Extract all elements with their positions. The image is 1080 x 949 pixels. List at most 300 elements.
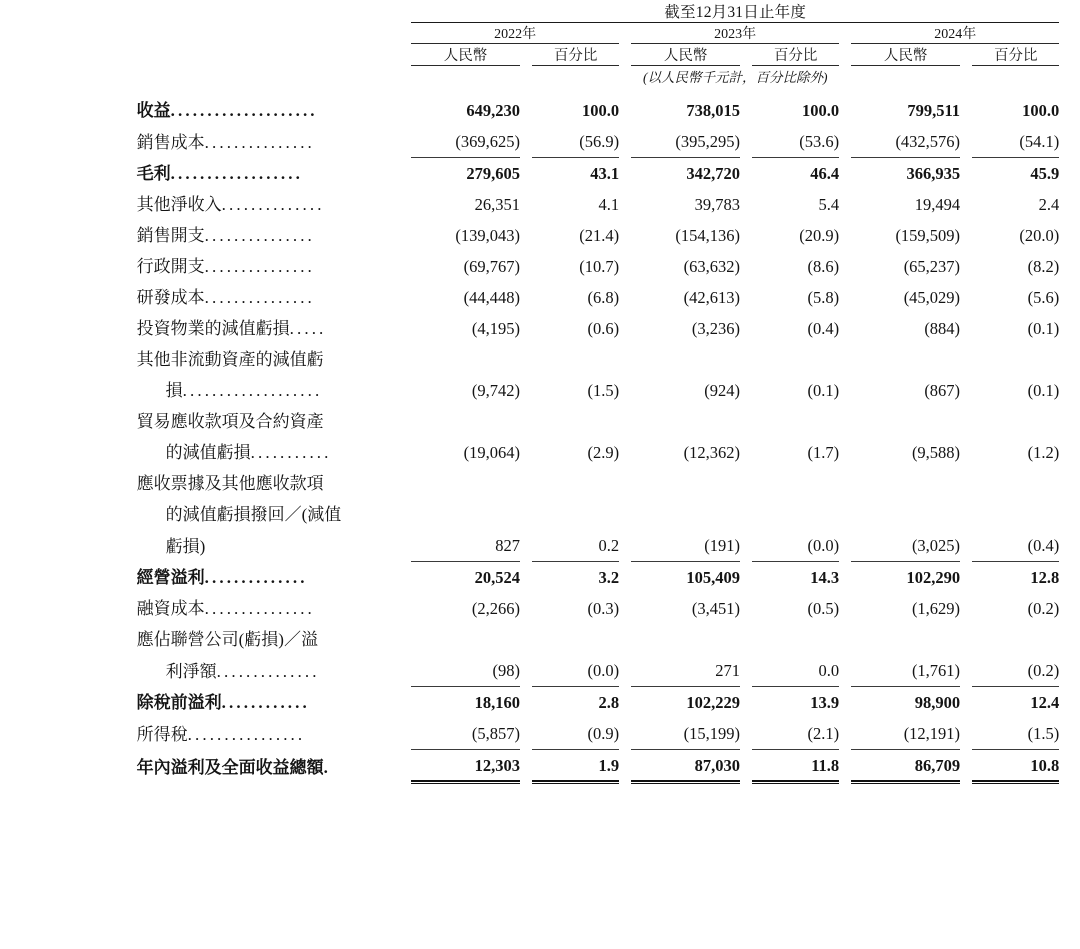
leader-dots: ............... [204,599,315,618]
cell-cos-2024-pct: (54.1) [972,126,1059,158]
cell-revenue-2024-pct: 100.0 [1022,101,1060,120]
cell-gap [960,687,972,719]
cell-oni-2022-pct: 4.1 [598,195,620,214]
cell-pbt-2022-pct: 2.8 [598,693,620,712]
leader-dots: .................... [170,101,318,120]
cell-gap [740,251,752,282]
table-row [0,437,1080,468]
cell-gap [960,313,972,344]
cell-ipi-2023-pct: (0.4) [807,319,840,338]
cell-rnd-2022-rmb: (44,448) [463,288,520,307]
cell-gap [839,437,851,468]
cell-op-2024-rmb: 102,290 [906,568,961,587]
cell-gp-2022-pct: 43.1 [590,164,620,183]
cell-gap [520,95,532,126]
cell-gap [520,655,532,687]
cell-cos-2023-rmb: (395,295) [631,126,740,158]
cell-gap [960,126,972,158]
cell-cos-2022-rmb: (369,625) [411,126,520,158]
row-label-text: 損 [165,381,183,400]
cell-gap [520,750,532,783]
cell-onci-2024-pct: (0.1) [1027,381,1060,400]
blank-label [137,23,412,44]
cell-se-2024-rmb: (159,509) [895,226,961,245]
cell-gap [520,718,532,750]
table-row [0,313,1080,344]
cell-gap [740,718,752,750]
sub-gap-1 [520,44,532,66]
cell-onci-2023-rmb: (924) [704,381,741,400]
leader-dots: .............. [204,568,308,587]
cell-gap [619,437,631,468]
row-pad [0,313,137,344]
table-row-wrap-line [0,406,1080,437]
row-label-income-tax [137,718,412,750]
blank-values [411,624,1059,655]
cell-se-2023-pct: (20.9) [799,226,840,245]
cell-onci-2022-rmb: (9,742) [471,381,520,400]
row-label-admin-expenses [137,251,412,282]
cell-soa-2024-pct: (0.2) [972,655,1059,687]
cell-gap [839,95,851,126]
cell-ipi-2023-rmb: (3,236) [691,319,741,338]
row-tail [1059,251,1080,282]
cell-gp-2022-rmb: 279,605 [466,164,520,183]
row-label-text: 銷售成本 [136,132,205,152]
cell-fc-2024-rmb: (1,629) [911,599,961,618]
cell-gap [740,687,752,719]
table-row [0,530,1080,562]
row-label-notes-receivable-line2: 的減值虧損撥回／(減值 [165,505,342,524]
cell-gap [619,750,631,783]
table-row [0,718,1080,750]
cell-tri-2022-rmb: (19,064) [463,443,520,462]
cell-gap [619,718,631,750]
cell-soa-2023-rmb: 271 [631,655,740,687]
cell-op-2022-pct: 3.2 [598,568,620,587]
cell-rnd-2024-pct: (5.6) [1027,288,1060,307]
cell-gap [520,437,532,468]
row-tail [1059,437,1080,468]
cell-gap [619,313,631,344]
cell-gap [839,655,851,687]
row-label-revenue [137,95,412,126]
row-tail [1059,562,1080,594]
row-tail [1059,95,1080,126]
cell-gap [960,437,972,468]
cell-gap [520,220,532,251]
cell-fc-2023-pct: (0.5) [807,599,840,618]
cell-tax-2023-rmb: (15,199) [631,718,740,750]
row-label-text: 年內溢利及全面收益總額 [136,757,324,777]
cell-nri-2024-rmb: (3,025) [851,530,960,562]
cell-gap [960,189,972,220]
cell-gap [960,562,972,594]
row-label-other-net-income [137,189,412,220]
cell-oni-2023-pct: 5.4 [818,195,840,214]
cell-gap [960,158,972,190]
cell-gap [740,593,752,624]
row-tail [1059,593,1080,624]
row-pad [0,406,137,437]
cell-gap [839,282,851,313]
leader-dots: . [323,757,331,777]
row-label-text: 其他淨收入 [136,195,222,214]
cell-gap [520,251,532,282]
row-label-trade-receivable-impairment-line2 [137,437,412,468]
cell-gap [619,220,631,251]
row-label-cost-of-sales [137,126,412,158]
blank-values [411,468,1059,499]
row-pad [0,375,137,406]
cell-total-2023-pct: 11.8 [752,750,839,783]
blank-values [411,499,1059,530]
row-pad [0,126,137,158]
row-tail [1059,499,1080,530]
cell-nri-2023-pct: (0.0) [752,530,839,562]
cell-gp-2024-pct: 45.9 [1030,164,1060,183]
leader-dots: ................ [187,724,306,744]
cell-gap [839,313,851,344]
cell-tri-2024-pct: (1.2) [1027,443,1060,462]
spacer-cell [0,86,1080,95]
cell-gap [740,220,752,251]
sub-gap-4 [839,44,851,66]
row-label-text: 研發成本 [136,288,205,307]
cell-gap [839,189,851,220]
row-label-text: 經營溢利 [136,568,205,587]
row-pad [0,750,137,783]
header-spacer [0,86,1080,95]
cell-ae-2024-pct: (8.2) [1027,257,1060,276]
cell-ae-2022-pct: (10.7) [579,257,620,276]
cell-total-2024-rmb: 86,709 [851,750,960,783]
cell-op-2024-pct: 12.8 [1030,568,1060,587]
cell-gap [740,437,752,468]
cell-gap [619,95,631,126]
cell-gap [839,750,851,783]
table-row-wrap-line [0,499,1080,530]
cell-gap [520,687,532,719]
cell-ipi-2024-pct: (0.1) [1027,319,1060,338]
blank-values [411,406,1059,437]
cell-total-2022-pct: 1.9 [532,750,619,783]
cell-soa-2024-rmb: (1,761) [851,655,960,687]
blank-pad [0,23,137,44]
cell-revenue-2022-rmb: 649,230 [466,101,520,120]
cell-fc-2023-rmb: (3,451) [691,599,741,618]
table-row [0,220,1080,251]
cell-revenue-2023-rmb: 738,015 [686,101,741,120]
cell-gap [520,313,532,344]
row-tail [1059,282,1080,313]
header-unit-note-row [0,66,1080,87]
cell-gap [740,158,752,190]
leader-dots: ............ [221,693,310,712]
cell-rnd-2023-pct: (5.8) [807,288,840,307]
header-subcol-row [0,44,1080,66]
row-tail [1059,189,1080,220]
row-pad [0,530,137,562]
row-pad [0,468,137,499]
leader-dots: ............... [204,257,315,276]
cell-tax-2023-pct: (2.1) [752,718,839,750]
row-pad [0,251,137,282]
table-row [0,562,1080,594]
cell-op-2023-pct: 14.3 [810,568,840,587]
cell-oni-2022-rmb: 26,351 [474,195,520,214]
subhdr-pct-2022: 百分比 [532,44,619,66]
cell-gap [619,562,631,594]
cell-gap [619,251,631,282]
row-label-notes-receivable-line1: 應收票據及其他應收款項 [136,474,324,493]
row-label-text: 行政開支 [136,257,205,276]
cell-gap [839,251,851,282]
row-label-share-of-associates-line2 [137,655,412,687]
cell-soa-2023-pct: 0.0 [752,655,839,687]
subhdr-rmb-2023: 人民幣 [631,44,740,66]
row-pad [0,562,137,594]
cell-tax-2022-pct: (0.9) [532,718,619,750]
cell-gap [960,750,972,783]
cell-gap [520,282,532,313]
table-row-wrap-line [0,468,1080,499]
row-label-investment-property-impairment [137,313,412,344]
leader-dots: ..... [289,319,327,338]
cell-se-2022-pct: (21.4) [579,226,620,245]
cell-gap [740,655,752,687]
row-label-text: 利淨額 [165,661,217,681]
cell-gap [839,593,851,624]
row-tail [1059,313,1080,344]
row-label-text: 所得稅 [136,724,188,744]
cell-gap [520,189,532,220]
row-tail [1059,126,1080,158]
row-pad [0,437,137,468]
row-pad [0,718,137,750]
leader-dots: ............... [204,288,315,307]
cell-gap [619,126,631,158]
row-label-text: 投資物業的減值虧損 [136,319,290,338]
row-pad [0,624,137,655]
row-pad [0,499,137,530]
blank-pad-2 [0,44,137,66]
sub-gap-3 [740,44,752,66]
cell-pbt-2024-rmb: 98,900 [914,693,961,712]
cell-oni-2024-pct: 2.4 [1038,195,1060,214]
cell-se-2022-rmb: (139,043) [455,226,520,245]
row-label-text: 銷售開支 [136,226,205,245]
year-2022-header: 2022年 [411,23,619,44]
row-tail [1059,624,1080,655]
cell-gap [839,158,851,190]
cell-gap [960,95,972,126]
row-label-text: 除稅前溢利 [136,693,222,712]
row-label-selling-expenses [137,220,412,251]
leader-dots: ................... [182,381,323,400]
cell-gap [960,220,972,251]
sub-gap-2 [619,44,631,66]
row-tail [1059,655,1080,687]
cell-oni-2023-rmb: 39,783 [694,195,741,214]
cell-gap [960,375,972,406]
cell-gap [740,375,752,406]
table-row [0,593,1080,624]
cell-ae-2023-rmb: (63,632) [683,257,741,276]
cell-pbt-2022-rmb: 18,160 [474,693,520,712]
row-pad [0,95,137,126]
cell-fc-2024-pct: (0.2) [1027,599,1060,618]
period-title: 截至12月31日止年度 [411,0,1059,23]
cell-op-2023-rmb: 105,409 [686,568,741,587]
cell-se-2023-rmb: (154,136) [675,226,741,245]
row-label-text: 毛利 [136,164,171,183]
cell-gap [740,189,752,220]
cell-gap [740,95,752,126]
cell-gap [619,655,631,687]
cell-gap [839,562,851,594]
row-pad [0,593,137,624]
cell-gap [740,282,752,313]
cell-gp-2023-rmb: 342,720 [686,164,741,183]
row-pad [0,344,137,375]
cell-revenue-2024-rmb: 799,511 [907,101,961,120]
row-pad [0,655,137,687]
table-row [0,251,1080,282]
row-tail [1059,220,1080,251]
table-row-wrap-line [0,344,1080,375]
leader-dots: .............. [216,661,320,681]
table-row [0,655,1080,687]
cell-ipi-2022-rmb: (4,195) [471,319,520,338]
sub-gap-5 [960,44,972,66]
cell-gap [619,687,631,719]
row-tail [1059,406,1080,437]
cell-ae-2024-rmb: (65,237) [903,257,961,276]
row-label-text: 的減值虧損 [165,443,251,462]
blank-label-3 [137,66,412,87]
row-pad [0,220,137,251]
row-pad [0,158,137,190]
cell-gap [839,530,851,562]
blank-values [411,344,1059,375]
cell-ae-2023-pct: (8.6) [807,257,840,276]
cell-gap [619,158,631,190]
tail-blank-2 [1059,23,1080,44]
cell-gap [619,530,631,562]
cell-total-2024-pct: 10.8 [972,750,1059,783]
cell-onci-2023-pct: (0.1) [807,381,840,400]
cell-fc-2022-pct: (0.3) [587,599,620,618]
cell-onci-2024-rmb: (867) [924,381,961,400]
subhdr-rmb-2022: 人民幣 [411,44,520,66]
table-row [0,282,1080,313]
row-label-other-noncurrent-impairment-line1: 其他非流動資產的減值虧 [136,350,324,369]
row-tail [1059,718,1080,750]
cell-ipi-2024-rmb: (884) [924,319,961,338]
group-gap-1 [619,23,631,44]
cell-pbt-2024-pct: 12.4 [1030,693,1060,712]
leader-dots: ............... [204,226,315,245]
table-row [0,750,1080,783]
cell-rnd-2023-rmb: (42,613) [683,288,741,307]
tail-blank-3 [1059,44,1080,66]
cell-op-2022-rmb: 20,524 [474,568,520,587]
row-label-operating-profit [137,562,412,594]
cell-gap [960,655,972,687]
cell-gap [520,158,532,190]
row-tail [1059,687,1080,719]
leader-dots: ............... [204,132,315,152]
subhdr-rmb-2024: 人民幣 [851,44,960,66]
cell-gp-2023-pct: 46.4 [810,164,840,183]
cell-gap [520,593,532,624]
year-2024-header: 2024年 [851,23,1059,44]
leader-dots: .................. [170,164,303,183]
blank-pad-3 [0,66,137,87]
cell-gap [740,750,752,783]
cell-gap [740,530,752,562]
cell-tri-2024-rmb: (9,588) [911,443,961,462]
row-tail [1059,344,1080,375]
row-pad [0,282,137,313]
table-row [0,95,1080,126]
header-period-row [0,0,1080,23]
tail-blank [1059,0,1080,23]
group-gap-2 [839,23,851,44]
cell-gap [960,718,972,750]
cell-tax-2022-rmb: (5,857) [411,718,520,750]
cell-gap [839,126,851,158]
cell-tax-2024-rmb: (12,191) [851,718,960,750]
cell-nri-2023-rmb: (191) [631,530,740,562]
cell-total-2023-rmb: 87,030 [631,750,740,783]
leader-dots: .............. [221,195,325,214]
table-row [0,189,1080,220]
cell-gap [960,530,972,562]
cell-gap [740,562,752,594]
cell-cos-2022-pct: (56.9) [532,126,619,158]
row-label-notes-receivable-line3: 虧損) [165,536,206,556]
cell-revenue-2023-pct: 100.0 [802,101,840,120]
cell-gap [619,189,631,220]
cell-nri-2022-pct: 0.2 [532,530,619,562]
table-row [0,126,1080,158]
cell-gap [520,562,532,594]
row-label-finance-costs [137,593,412,624]
row-label-text: 融資成本 [136,599,205,618]
cell-tax-2024-pct: (1.5) [972,718,1059,750]
cell-gap [960,593,972,624]
row-tail [1059,468,1080,499]
table-row [0,687,1080,719]
unit-note: (以人民幣千元計，百分比除外) [642,70,828,85]
row-pad [0,687,137,719]
cell-gap [740,126,752,158]
row-label-total-profit [137,750,412,783]
cell-total-2022-rmb: 12,303 [411,750,520,783]
table-row [0,375,1080,406]
cell-gap [619,282,631,313]
blank-label-2 [137,44,412,66]
cell-ipi-2022-pct: (0.6) [587,319,620,338]
cell-rnd-2022-pct: (6.8) [587,288,620,307]
cell-nri-2022-rmb: 827 [411,530,520,562]
table-row-wrap-line [0,624,1080,655]
cell-fc-2022-rmb: (2,266) [471,599,520,618]
row-pad [0,189,137,220]
cell-gap [839,687,851,719]
